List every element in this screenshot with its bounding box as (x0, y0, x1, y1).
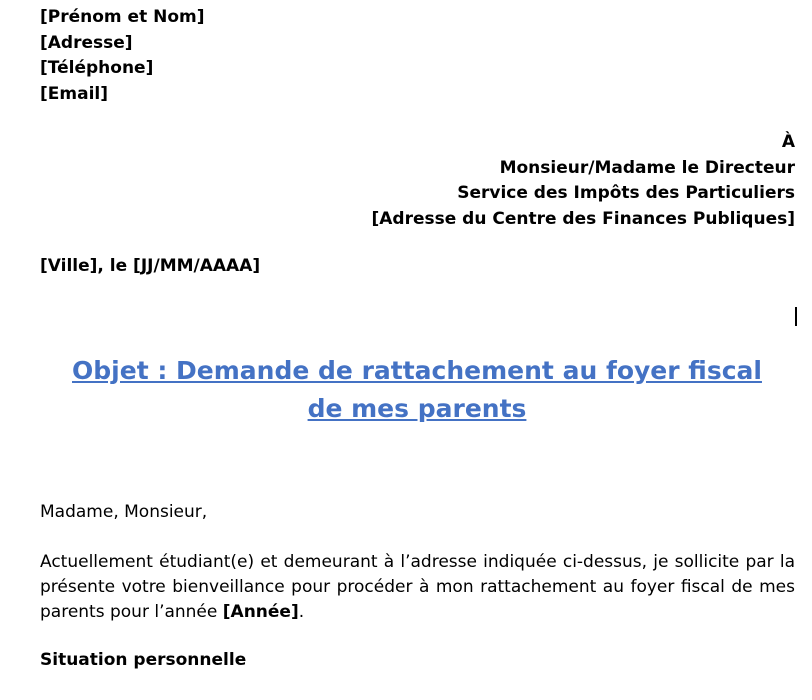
paragraph-end: . (298, 602, 305, 622)
subject-line-1: Objet : Demande de rattachement au foyer fiscal (72, 356, 762, 385)
salutation: Madame, Monsieur, (40, 502, 208, 522)
date-line: [Ville], le [JJ/MM/AAAA] (40, 256, 261, 276)
recipient-to: À (781, 132, 795, 152)
paragraph-text: Actuellement étudiant(e) et demeurant à l’adresse indiquée ci-dessus, je sollicite par la présente votre bienveillance pour procéder à mon rattachement au foyer fiscal de mes parents pour l’année (40, 552, 795, 622)
recipient-title: Monsieur/Madame le Directeur (499, 157, 795, 178)
text-cursor (795, 307, 797, 326)
subject-heading (30, 352, 804, 428)
section-heading: Situation personnelle (40, 650, 247, 670)
recipient-address: [Adresse du Centre des Finances Publiques] (371, 208, 795, 229)
sender-block (40, 5, 205, 107)
subject-line-2: de mes parents (307, 394, 527, 423)
sender-email: [Email] (40, 83, 108, 104)
body-paragraph (40, 550, 795, 625)
recipient-service: Service des Impôts des Particuliers (457, 183, 795, 203)
sender-address: [Adresse] (40, 32, 133, 53)
sender-phone: [Téléphone] (40, 58, 154, 78)
year-placeholder: [Année] (222, 602, 299, 622)
recipient-block (371, 130, 795, 232)
sender-name: [Prénom et Nom] (40, 7, 205, 27)
